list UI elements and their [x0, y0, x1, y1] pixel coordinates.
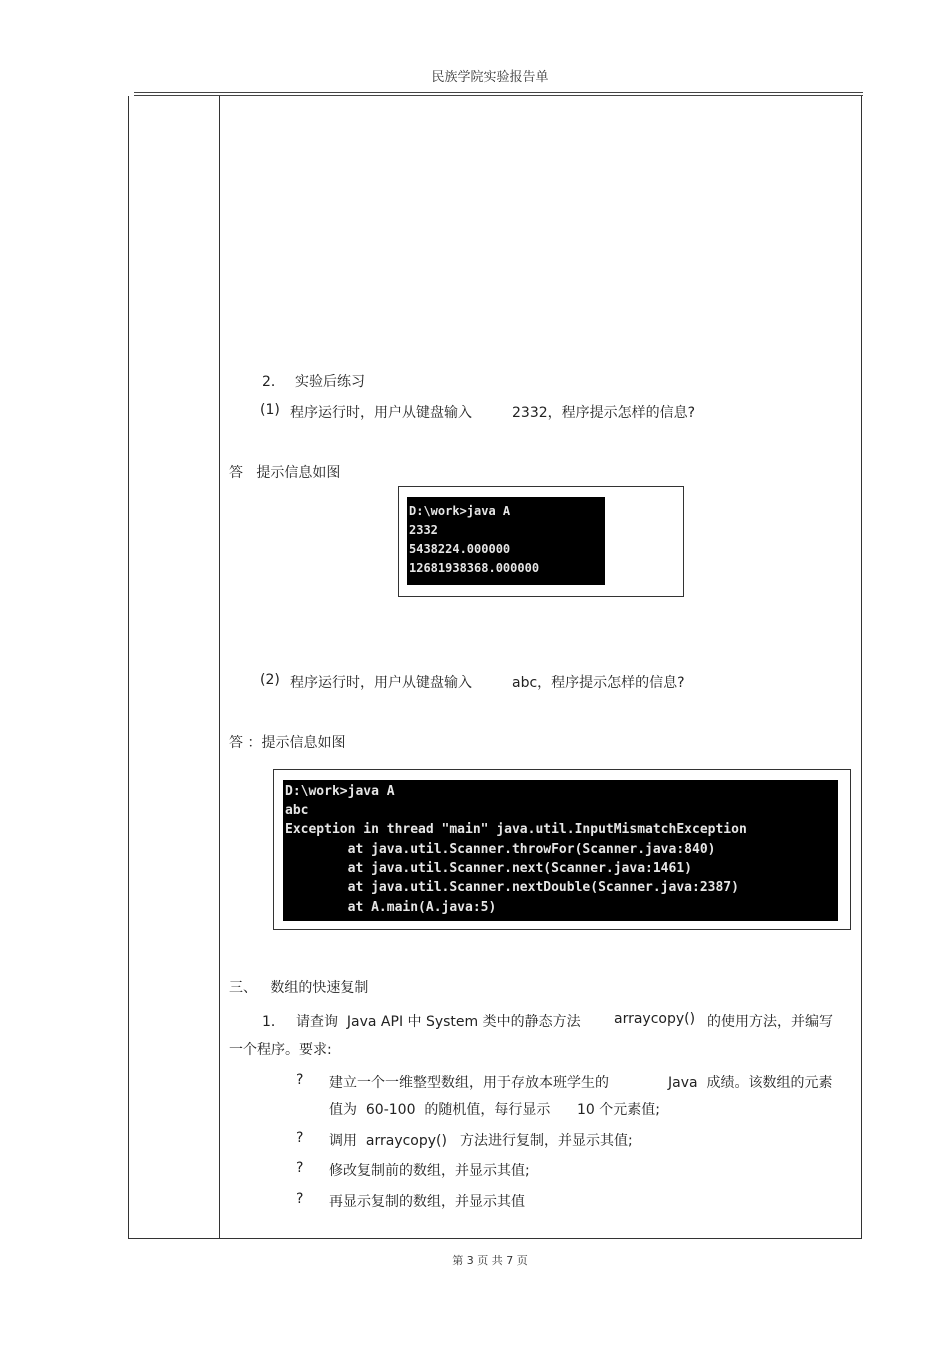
console-line: at java.util.Scanner.next(Scanner.java:1461)	[285, 861, 692, 876]
console-line: at java.util.Scanner.nextDouble(Scanner.java:2387)	[285, 880, 739, 895]
section3-p1-line2: 一个程序。要求:	[229, 1042, 332, 1058]
bullet-mark: ?	[296, 1072, 304, 1088]
q2-number: (2)	[260, 672, 280, 688]
console-line: abc	[285, 803, 309, 818]
bullet-mark: ?	[296, 1130, 304, 1146]
answer2: 答 ：提示信息如图	[229, 735, 346, 751]
section3-p1-text: 请查询 Java API 中 System 类中的静态方法	[296, 1014, 581, 1030]
console-line: D:\work>java A	[409, 504, 511, 518]
section3-p1-method: arraycopy()	[614, 1011, 696, 1027]
section2-number: 2．	[262, 374, 285, 390]
bullet-mark: ?	[296, 1191, 304, 1207]
console-line: D:\work>java A	[285, 784, 395, 799]
bullet4-text: 再显示复制的数组，并显示其值	[329, 1194, 525, 1210]
q2-input: abc，程序提示怎样的信息?	[512, 675, 685, 691]
section3-p1-number: 1．	[262, 1014, 285, 1030]
console-line: at java.util.Scanner.throwFor(Scanner.java:840)	[285, 842, 716, 857]
bullet1-text: 建立一个一维整型数组，用于存放本班学生的	[329, 1075, 609, 1091]
bullet-mark: ?	[296, 1160, 304, 1176]
page-header: 民族学院实验报告单	[431, 70, 549, 85]
q1-number: (1)	[260, 402, 280, 418]
console-output-2	[283, 780, 838, 921]
section2-heading: 实验后练习	[295, 374, 365, 390]
table-column-divider	[219, 96, 220, 1238]
console-line: 12681938368.000000	[409, 561, 540, 575]
bullet2-text-end: 方法进行复制，并显示其值;	[460, 1133, 633, 1149]
bullet1-line2: 值为 60-100 的随机值，每行显示	[329, 1102, 551, 1118]
q1-input: 2332，程序提示怎样的信息?	[512, 405, 696, 421]
console-line: 5438224.000000	[409, 542, 511, 556]
header-rule	[134, 92, 863, 93]
console-output-1	[407, 497, 605, 585]
section3-heading: 三、 数组的快速复制	[229, 980, 369, 996]
report-table	[128, 96, 862, 1239]
q1-text: 程序运行时，用户从键盘输入	[290, 405, 472, 421]
bullet2-text: 调用 arraycopy()	[329, 1133, 447, 1149]
bullet1-text-end: Java 成绩。该数组的元素	[668, 1075, 833, 1091]
q2-text: 程序运行时，用户从键盘输入	[290, 675, 472, 691]
section3-p1-text-end: 的使用方法，并编写	[707, 1014, 833, 1030]
console-line: at A.main(A.java:5)	[285, 900, 497, 915]
answer1: 答 提示信息如图	[229, 465, 341, 481]
bullet1-line2-end: 10 个元素值;	[577, 1102, 660, 1118]
page-footer: 第 3 页 共 7 页	[452, 1254, 528, 1267]
bullet3-text: 修改复制前的数组，并显示其值;	[329, 1163, 530, 1179]
console-line: 2332	[409, 523, 438, 537]
console-line: Exception in thread "main" java.util.InputMismatchException	[285, 822, 747, 837]
